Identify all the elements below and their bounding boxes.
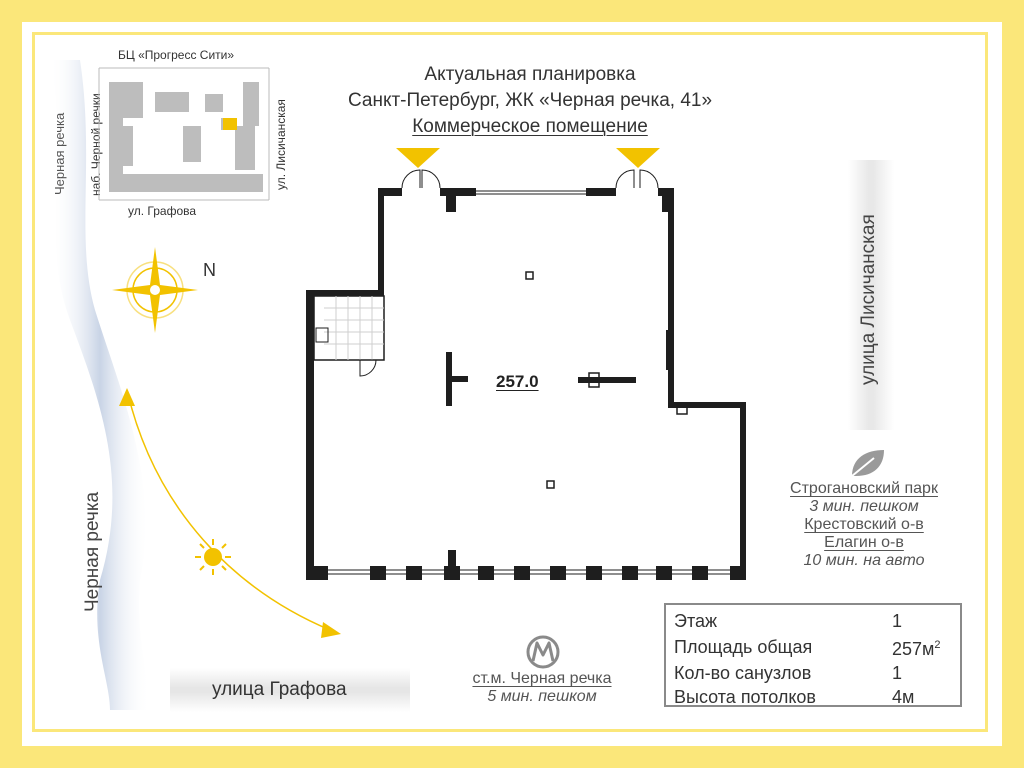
metro-name: ст.м. Черная речка: [472, 670, 612, 687]
leaf-icon: [848, 446, 888, 480]
minimap-bottom-label: ул. Графова: [128, 204, 197, 218]
sun-path-end-arrow: [321, 622, 341, 638]
park-wrap: [730, 480, 998, 570]
room-area-label: 257.0: [496, 372, 539, 391]
info-row: [674, 662, 952, 686]
island1-name: Крестовский о-в: [804, 516, 924, 533]
info-box: [664, 603, 962, 707]
entrance-marker-left: [396, 148, 440, 168]
info-table: [674, 610, 952, 710]
info-label: Площадь общая: [674, 637, 813, 657]
sun-path-start-arrow: [119, 388, 135, 406]
info-row: [674, 686, 952, 710]
park-name: Строгановский парк: [790, 480, 938, 497]
entrance-marker-right: [616, 148, 660, 168]
metro-icon: [523, 634, 563, 670]
minimap-right-label: ул. Лисичанская: [274, 99, 288, 190]
plan-subtitle-wrap: [300, 116, 760, 138]
metro-wrap: [430, 670, 654, 706]
info-value-area: [892, 634, 952, 662]
park-time: 3 мин. пешком: [809, 498, 919, 515]
floor-plan: [300, 140, 750, 585]
info-label: Кол-во санузлов: [674, 663, 812, 683]
bathroom: [314, 296, 384, 376]
plan-subtitle: Коммерческое помещение: [412, 116, 648, 137]
info-label: Этаж: [674, 611, 718, 631]
info-value-sup: 2: [934, 639, 941, 651]
plan-address: Санкт-Петербург, ЖК «Черная речка, 41»: [347, 90, 713, 111]
minimap-river-label: Черная речка: [52, 112, 67, 195]
plan-title: Актуальная планировка: [424, 64, 636, 85]
minimap-top-label: БЦ «Прогресс Сити»: [118, 48, 235, 62]
compass-icon: [110, 245, 200, 335]
river-street-label: Черная речка: [82, 491, 103, 612]
minimap-location-marker: [223, 118, 237, 130]
entrance-doors: [402, 170, 658, 188]
info-row: [674, 634, 952, 662]
metro-time: 5 мин. пешком: [487, 688, 597, 705]
info-label: Высота потолков: [674, 687, 816, 707]
islands-time: 10 мин. на авто: [803, 552, 925, 569]
compass-north-label: N: [203, 260, 216, 280]
right-street-label: улица Лисичанская: [858, 214, 879, 385]
toilet-icon: [316, 328, 328, 342]
info-value: 4м: [892, 687, 915, 707]
sun-icon: [195, 539, 231, 575]
info-value: 1: [892, 663, 903, 683]
info-value: 1: [892, 611, 903, 631]
bathroom-door: [360, 360, 376, 376]
info-row: [674, 610, 952, 634]
bottom-street-label: улица Графова: [212, 679, 347, 700]
island2-name: Елагин о-в: [824, 534, 904, 551]
info-value: 257м: [892, 639, 935, 659]
minimap-left-label: наб. Черной речки: [89, 93, 103, 196]
minimap: [95, 64, 275, 204]
